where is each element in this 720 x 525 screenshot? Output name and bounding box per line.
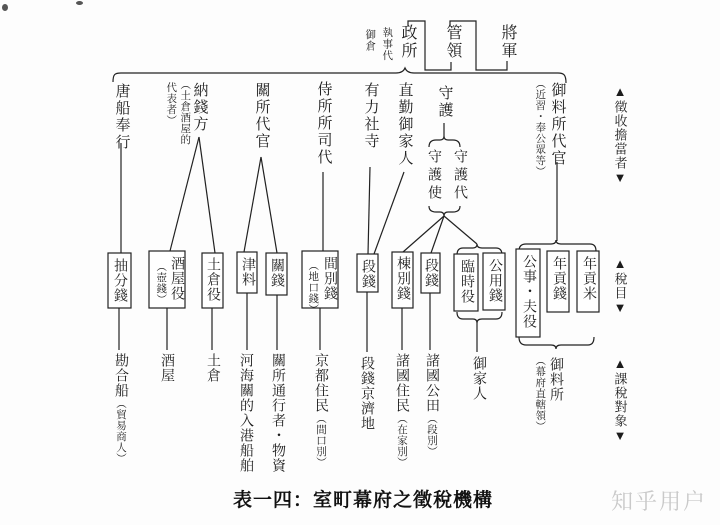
node-shitsujidai: 執事代 — [381, 27, 393, 62]
axis-label-tax-items: ▲稅目▼ — [612, 256, 628, 316]
tax-nengumai: 年貢米 — [581, 256, 596, 301]
node-nousenkata: 納錢方 — [191, 82, 208, 133]
tax-koyousen: 公用錢 — [487, 258, 502, 303]
figure-caption: 表一四：室町幕府之徵稅機構 — [233, 490, 494, 511]
obj-goryosho-paren: （幕府直轄領） — [534, 355, 546, 432]
scan-speck — [76, 1, 83, 5]
node-jikkin-gokenin: 直勤御家人 — [396, 82, 413, 167]
node-tousen-bugyo: 唐船奉行 — [113, 83, 130, 151]
obj-kyoto-residents — [313, 353, 327, 468]
obj-tansen-kyosaichi: 段錢京濟地 — [359, 356, 374, 431]
obj-kyoto-residents-label: 京都住民 — [313, 353, 328, 413]
obj-province-fields-label: 諸國公田 — [424, 353, 439, 413]
tax-dokura-yaku: 土倉役 — [205, 257, 220, 302]
obj-province-residents — [394, 353, 408, 468]
node-shugo-dai: 守護代 — [452, 149, 467, 203]
tax-sekisen: 關錢 — [269, 258, 284, 288]
zhihu-watermark: 知乎用户 — [611, 489, 708, 514]
tax-nengusen: 年貢錢 — [551, 256, 566, 301]
tax-mabetsusen: 間別錢 — [322, 256, 337, 301]
tax-sakaya-yaku-paren: （壺錢） — [155, 261, 167, 305]
obj-kango-ship-paren: （貿易商人） — [115, 398, 126, 464]
node-goryosho-daikan: 御料所代官 — [549, 82, 566, 167]
obj-sakaya: 酒屋 — [159, 353, 174, 383]
obj-gokenin: 御家人 — [471, 356, 486, 401]
obj-province-fields — [424, 353, 438, 457]
node-kanrei: 管領 — [444, 24, 461, 60]
node-mikura: 御倉 — [364, 29, 376, 52]
obj-goryosho: 御料所 — [548, 357, 563, 402]
node-shugo-shi: 守護使 — [426, 149, 441, 203]
axis-label-collectors: ▲徵收擔當者▼ — [612, 84, 628, 186]
tax-munebetsusen: 棟別錢 — [395, 256, 410, 301]
node-goryosho-daikan-paren: （近習・奉公眾等） — [534, 78, 546, 177]
obj-port-ships: 河海關的入港船舶 — [238, 353, 253, 473]
node-nousenkata-paren-1: （土倉酒屋的 — [179, 79, 191, 145]
obj-province-residents-paren: （在家別） — [396, 413, 407, 468]
tax-rinji-yaku: 臨時役 — [459, 259, 474, 304]
node-sekisho-daikan: 關所代官 — [253, 82, 270, 150]
tax-tansen-1: 段錢 — [360, 259, 375, 289]
obj-kyoto-residents-paren: （間口別） — [315, 413, 326, 468]
tax-chubunsen: 抽分錢 — [112, 258, 127, 303]
scan-speck — [2, 4, 8, 11]
node-shugo: 守護 — [436, 85, 453, 119]
tax-mabetsusen-paren: （地口錢） — [307, 260, 319, 315]
node-shogun: 將軍 — [499, 24, 516, 60]
obj-kango-ship — [113, 353, 127, 464]
tax-tansen-2: 段錢 — [423, 258, 438, 288]
tax-kuji-fuyaku: 公事・夫役 — [521, 254, 536, 329]
obj-dokura: 土倉 — [205, 353, 220, 383]
node-mandokoro: 政所 — [399, 24, 416, 60]
tax-sakaya-yaku: 酒屋役 — [169, 256, 184, 301]
node-nousenkata-paren-2: 代表者） — [165, 82, 177, 126]
tax-tsuryo: 津料 — [240, 257, 255, 287]
node-samuraidokoro-shoshidai: 侍所所司代 — [315, 81, 332, 166]
obj-kango-ship-label: 勘合船 — [113, 353, 128, 398]
obj-province-residents-label: 諸國住民 — [394, 353, 409, 413]
obj-province-fields-paren: （段別） — [426, 413, 437, 457]
axis-label-tax-objects: ▲課稅對象▼ — [612, 356, 628, 444]
node-yuryoku-shaji: 有力社寺 — [362, 82, 379, 150]
obj-barrier-passers: 關所通行者・物資 — [270, 353, 285, 473]
